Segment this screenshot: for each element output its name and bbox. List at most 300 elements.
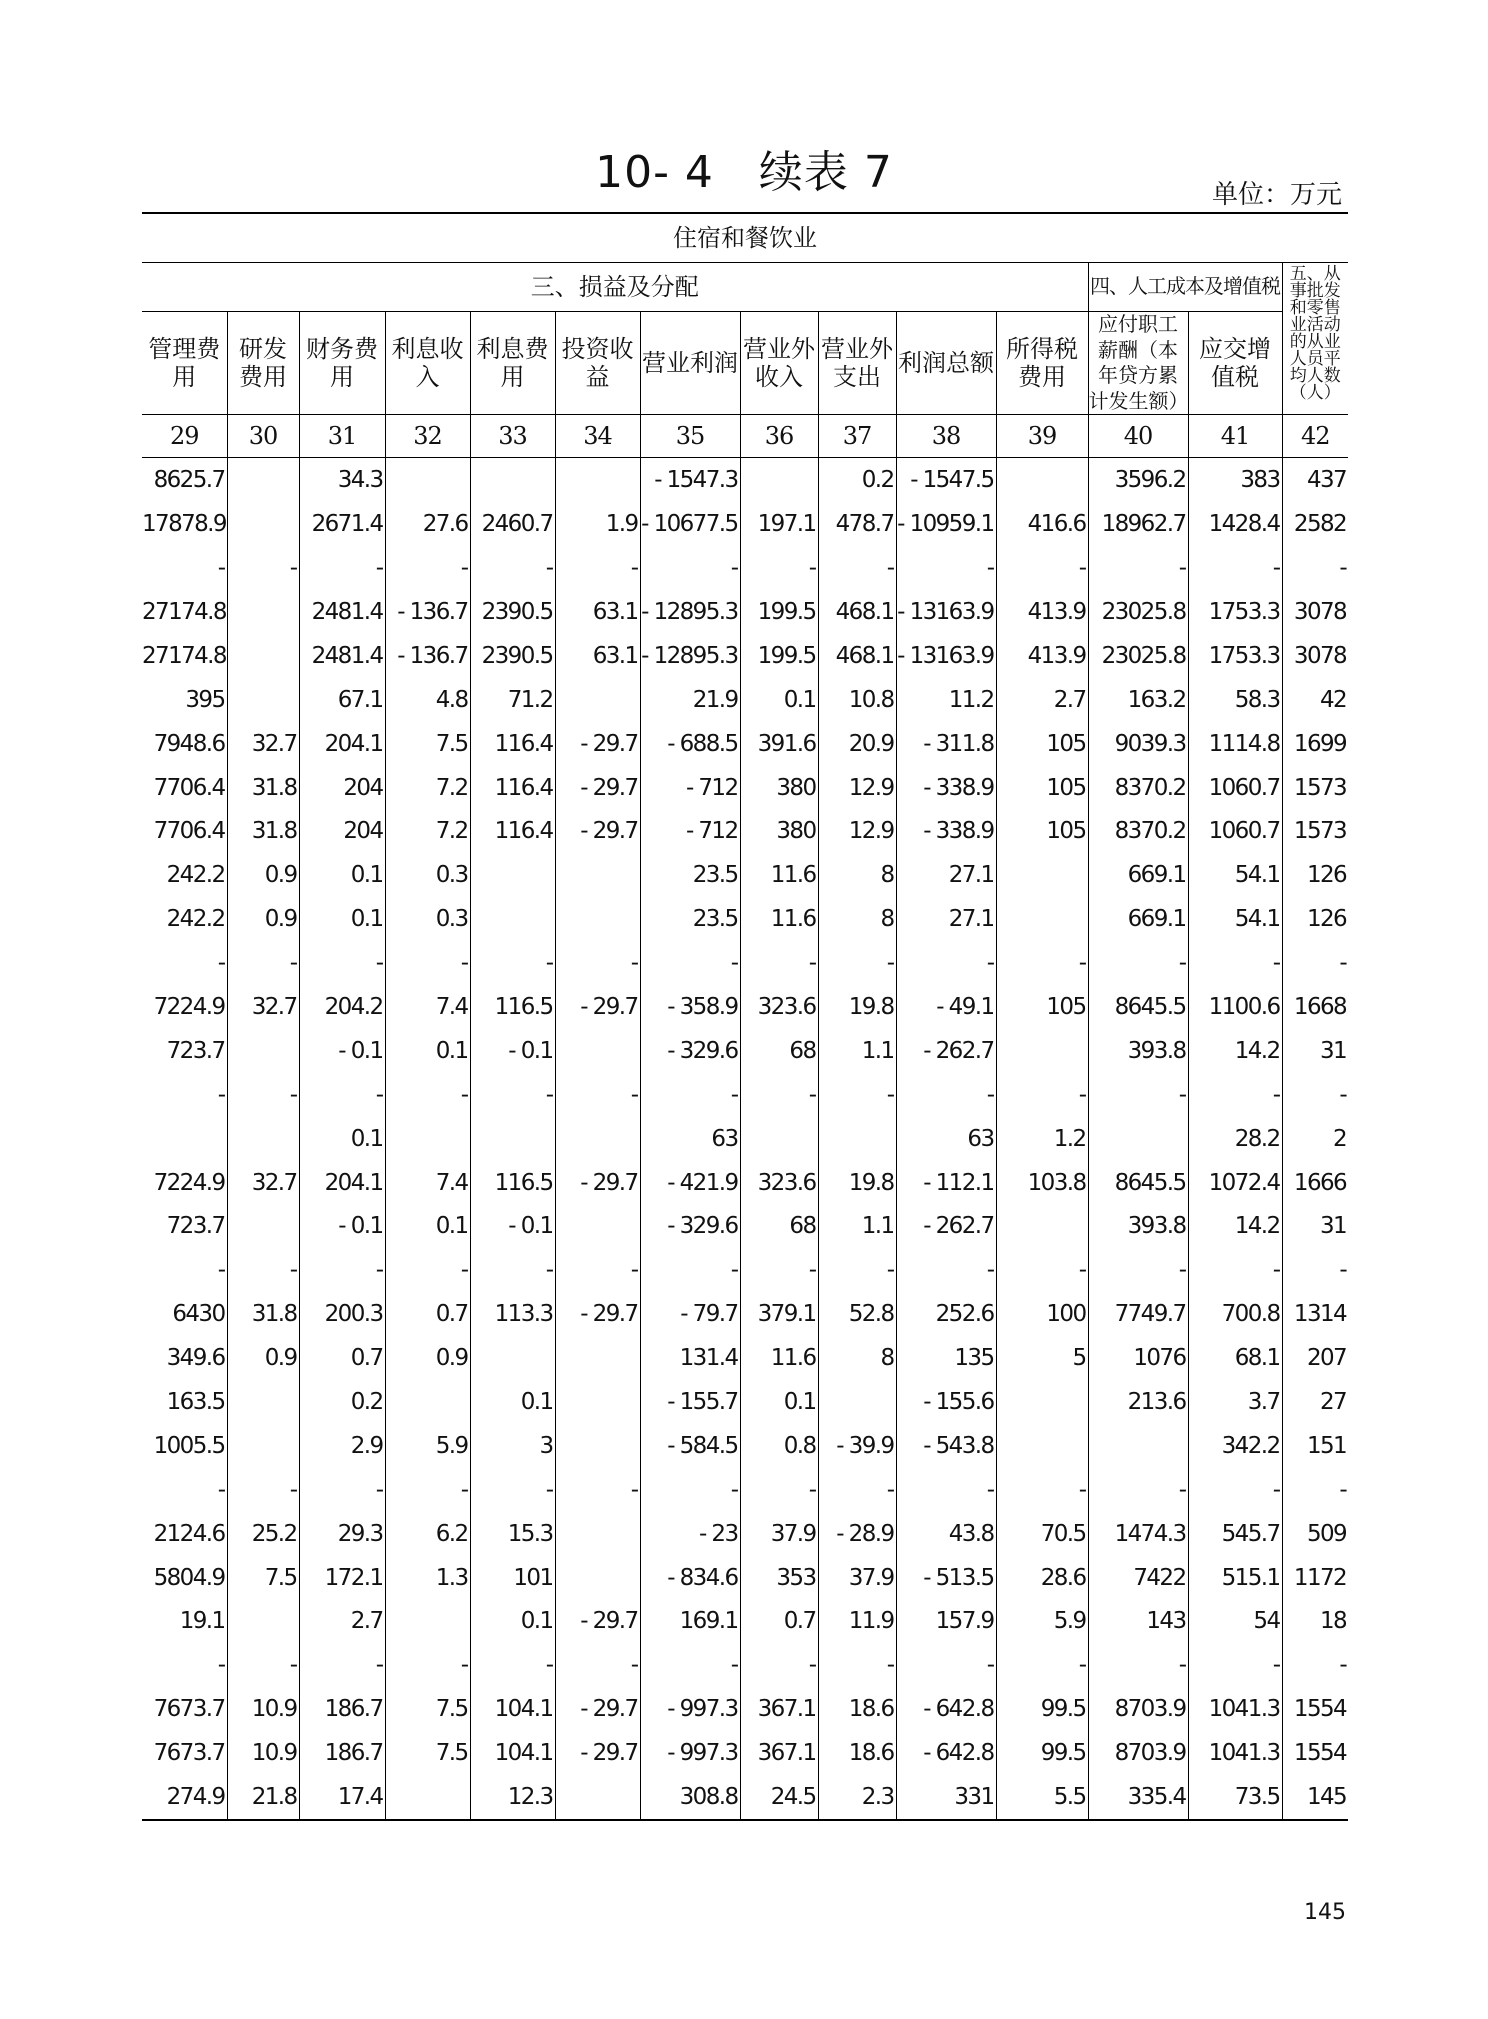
- table-cell: [818, 1380, 896, 1424]
- col-number: 40: [1088, 415, 1188, 458]
- table-cell: 7673.7: [142, 1731, 227, 1775]
- table-cell: 7.4: [385, 985, 470, 1029]
- table-cell: -: [385, 1468, 470, 1512]
- table-cell: - 136.7: [385, 634, 470, 678]
- table-cell: 7422: [1088, 1556, 1188, 1600]
- table-cell: -: [1339, 950, 1347, 977]
- table-cell: - 49.1: [896, 985, 996, 1029]
- table-cell: 3: [470, 1424, 555, 1468]
- table-cell: - 29.7: [555, 722, 640, 766]
- col-number: 29: [142, 415, 227, 458]
- table-cell: -: [470, 546, 555, 590]
- table-row: [142, 1380, 1348, 1424]
- table-cell: - 712: [640, 766, 740, 810]
- table-cell: 0.7: [740, 1600, 818, 1644]
- table-cell: 28.2: [1188, 1117, 1282, 1161]
- table-cell: - 39.9: [818, 1424, 896, 1468]
- col-header-37: 营业外支出: [818, 312, 896, 415]
- table-cell: 126: [1306, 862, 1347, 889]
- table-cell: 2.7: [996, 678, 1088, 722]
- table-cell: 11.9: [818, 1600, 896, 1644]
- table-cell: 143: [1088, 1600, 1188, 1644]
- table-cell: 0.3: [385, 853, 470, 897]
- table-cell: - 12895.3: [640, 634, 740, 678]
- table-cell: -: [896, 1248, 996, 1292]
- table-cell: - 311.8: [896, 722, 996, 766]
- table-cell: 3.7: [1188, 1380, 1282, 1424]
- table-cell: [227, 678, 299, 722]
- table-row: [142, 590, 1348, 634]
- table-cell: - 10959.1: [896, 502, 996, 546]
- column-number-row: [142, 415, 1348, 458]
- table-row: [142, 1643, 1348, 1687]
- table-cell: -: [385, 546, 470, 590]
- table-cell: 32.7: [227, 1161, 299, 1205]
- table-cell: -: [470, 1643, 555, 1687]
- table-cell: 197.1: [740, 502, 818, 546]
- table-cell: 3078: [1293, 598, 1347, 625]
- table-cell: - 13163.9: [896, 590, 996, 634]
- table-cell: - 262.7: [896, 1029, 996, 1073]
- table-cell: 21.9: [640, 678, 740, 722]
- table-cell: 0.1: [385, 1205, 470, 1249]
- table-cell: 105: [996, 766, 1088, 810]
- page-number: 145: [1304, 1900, 1346, 1925]
- table-cell: -: [1088, 1643, 1188, 1687]
- table-cell: -: [385, 1248, 470, 1292]
- table-cell: 2481.4: [299, 590, 385, 634]
- table-row: [142, 810, 1348, 854]
- table-cell: -: [1088, 546, 1188, 590]
- table-cell: -: [1088, 941, 1188, 985]
- table-cell: [818, 1117, 896, 1161]
- table-cell: [227, 1600, 299, 1644]
- table-cell: 28.6: [996, 1556, 1088, 1600]
- col-number: 42: [1282, 415, 1348, 458]
- table-row: [142, 1731, 1348, 1775]
- table-cell: -: [470, 1073, 555, 1117]
- table-row: [142, 1248, 1348, 1292]
- table-cell: 18: [1319, 1608, 1347, 1635]
- table-cell: -: [385, 1073, 470, 1117]
- table-cell: 8: [818, 897, 896, 941]
- table-cell: 104.1: [470, 1687, 555, 1731]
- table-cell: 14.2: [1188, 1205, 1282, 1249]
- table-cell: [227, 1117, 299, 1161]
- table-cell: 101: [470, 1556, 555, 1600]
- table-cell: - 29.7: [555, 766, 640, 810]
- table-row: [142, 1073, 1348, 1117]
- table-cell: 63.1: [555, 590, 640, 634]
- table-cell: [996, 1424, 1088, 1468]
- table-cell: 116.4: [470, 810, 555, 854]
- table-cell: 393.8: [1088, 1205, 1188, 1249]
- table-cell: 1428.4: [1188, 502, 1282, 546]
- table-row: [142, 634, 1348, 678]
- table-cell: [470, 1336, 555, 1380]
- table-cell: 6.2: [385, 1512, 470, 1556]
- table-cell: 1041.3: [1188, 1731, 1282, 1775]
- table-cell: [142, 1117, 227, 1161]
- table-cell: [227, 1424, 299, 1468]
- table-cell: [555, 1205, 640, 1249]
- table-cell: -: [640, 941, 740, 985]
- table-cell: 23.5: [640, 853, 740, 897]
- table-cell: 2390.5: [470, 634, 555, 678]
- table-cell: -: [640, 1468, 740, 1512]
- table-cell: 323.6: [740, 1161, 818, 1205]
- col-header-29: 管理费用: [142, 312, 227, 415]
- table-cell: [385, 1380, 470, 1424]
- table-cell: 1072.4: [1188, 1161, 1282, 1205]
- table-cell: 335.4: [1088, 1775, 1188, 1820]
- table-cell: 379.1: [740, 1292, 818, 1336]
- table-cell: 145: [1282, 1775, 1348, 1820]
- table-cell: - 10677.5: [640, 502, 740, 546]
- table-cell: 437: [1306, 467, 1347, 494]
- table-cell: 68.1: [1188, 1336, 1282, 1380]
- table-cell: -: [470, 1248, 555, 1292]
- table-cell: 7706.4: [142, 766, 227, 810]
- table-cell: -: [640, 1248, 740, 1292]
- table-cell: 52.8: [818, 1292, 896, 1336]
- table-cell: 0.1: [299, 897, 385, 941]
- table-cell: -: [740, 1468, 818, 1512]
- table-cell: 468.1: [818, 590, 896, 634]
- table-cell: 116.5: [470, 985, 555, 1029]
- table-row: [142, 1468, 1348, 1512]
- table-cell: 172.1: [299, 1556, 385, 1600]
- table-cell: 105: [996, 810, 1088, 854]
- group-header-employees: 五、从事批发和零售业活动的从业人员平均人数（人）: [1282, 263, 1348, 415]
- table-cell: 1100.6: [1188, 985, 1282, 1029]
- table-cell: - 329.6: [640, 1205, 740, 1249]
- table-cell: 349.6: [142, 1336, 227, 1380]
- table-row: [142, 546, 1348, 590]
- table-cell: 323.6: [740, 985, 818, 1029]
- table-cell: 63: [640, 1117, 740, 1161]
- table-cell: [996, 1380, 1088, 1424]
- table-cell: -: [818, 1073, 896, 1117]
- table-cell: 37.9: [818, 1556, 896, 1600]
- table-cell: [470, 853, 555, 897]
- table-cell: 0.9: [227, 1336, 299, 1380]
- table-cell: 70.5: [996, 1512, 1088, 1556]
- table-cell: - 29.7: [555, 985, 640, 1029]
- table-row: [142, 502, 1348, 546]
- table-cell: - 29.7: [555, 810, 640, 854]
- table-cell: 515.1: [1188, 1556, 1282, 1600]
- col-header-38: 利润总额: [896, 312, 996, 415]
- table-cell: [227, 502, 299, 546]
- table-cell: 0.9: [227, 853, 299, 897]
- table-cell: 204.1: [299, 722, 385, 766]
- table-cell: 7706.4: [142, 810, 227, 854]
- table-cell: - 112.1: [896, 1161, 996, 1205]
- table-cell: 200.3: [299, 1292, 385, 1336]
- table-cell: 331: [896, 1775, 996, 1820]
- table-cell: 31.8: [227, 766, 299, 810]
- table-cell: - 79.7: [640, 1292, 740, 1336]
- table-cell: -: [385, 941, 470, 985]
- table-cell: 1314: [1293, 1301, 1347, 1328]
- col-number: 39: [996, 415, 1088, 458]
- table-cell: 468.1: [818, 634, 896, 678]
- table-cell: 20.9: [818, 722, 896, 766]
- col-header-39: 所得税费用: [996, 312, 1088, 415]
- col-header-30: 研发费用: [227, 312, 299, 415]
- table-cell: -: [896, 941, 996, 985]
- table-cell: -: [227, 1248, 299, 1292]
- table-cell: 7.5: [227, 1556, 299, 1600]
- table-cell: -: [996, 941, 1088, 985]
- table-cell: 213.6: [1088, 1380, 1188, 1424]
- table-cell: - 329.6: [640, 1029, 740, 1073]
- table-cell: 63.1: [555, 634, 640, 678]
- table-cell: 2.9: [299, 1424, 385, 1468]
- table-cell: 342.2: [1188, 1424, 1282, 1468]
- table-cell: 2460.7: [470, 502, 555, 546]
- col-number: 30: [227, 415, 299, 458]
- table-cell: 99.5: [996, 1687, 1088, 1731]
- table-row: [142, 1600, 1348, 1644]
- table-cell: [470, 1117, 555, 1161]
- table-cell: [1088, 1117, 1188, 1161]
- table-cell: 19.1: [142, 1600, 227, 1644]
- table-row: [142, 1512, 1348, 1556]
- table-cell: 5.9: [385, 1424, 470, 1468]
- table-cell: 19.8: [818, 985, 896, 1029]
- table-cell: [996, 897, 1088, 941]
- table-cell: 10.9: [227, 1731, 299, 1775]
- table-cell: 157.9: [896, 1600, 996, 1644]
- table-row: [142, 941, 1348, 985]
- table-cell: 0.2: [818, 458, 896, 502]
- table-cell: - 712: [640, 810, 740, 854]
- table-row: [142, 766, 1348, 810]
- table-cell: [555, 1029, 640, 1073]
- table-cell: 11.6: [740, 897, 818, 941]
- table-cell: 7948.6: [142, 722, 227, 766]
- table-cell: 23025.8: [1088, 590, 1188, 634]
- table-cell: 104.1: [470, 1731, 555, 1775]
- table-cell: 7.2: [385, 766, 470, 810]
- table-cell: [555, 897, 640, 941]
- table-cell: 1699: [1293, 730, 1347, 757]
- table-cell: - 358.9: [640, 985, 740, 1029]
- table-cell: 723.7: [142, 1029, 227, 1073]
- table-cell: 31: [1319, 1037, 1347, 1064]
- table-cell: [227, 1205, 299, 1249]
- table-cell: -: [1088, 1468, 1188, 1512]
- table-cell: 242.2: [142, 897, 227, 941]
- table-cell: 383: [1188, 458, 1282, 502]
- table-cell: -: [896, 1643, 996, 1687]
- table-cell: -: [1339, 555, 1347, 582]
- table-cell: 19.8: [818, 1161, 896, 1205]
- table-cell: 100: [996, 1292, 1088, 1336]
- table-cell: 8: [818, 1336, 896, 1380]
- col-number: 33: [470, 415, 555, 458]
- table-cell: 1.1: [818, 1029, 896, 1073]
- table-cell: -: [996, 1248, 1088, 1292]
- table-cell: -: [299, 1643, 385, 1687]
- table-cell: 0.2: [299, 1380, 385, 1424]
- table-cell: 723.7: [142, 1205, 227, 1249]
- table-cell: -: [1188, 1073, 1282, 1117]
- table-cell: - 997.3: [640, 1687, 740, 1731]
- table-cell: 1.2: [996, 1117, 1088, 1161]
- table-cell: [996, 458, 1088, 502]
- table-cell: 8370.2: [1088, 810, 1188, 854]
- table-cell: -: [1339, 1652, 1347, 1679]
- table-cell: [555, 1117, 640, 1161]
- table-cell: 1076: [1088, 1336, 1188, 1380]
- table-cell: - 513.5: [896, 1556, 996, 1600]
- table-cell: 204: [299, 810, 385, 854]
- table-cell: 2671.4: [299, 502, 385, 546]
- table-cell: [555, 678, 640, 722]
- table-cell: -: [1188, 546, 1282, 590]
- table-cell: 7.2: [385, 810, 470, 854]
- table-cell: 23025.8: [1088, 634, 1188, 678]
- table-cell: 135: [896, 1336, 996, 1380]
- table-cell: [555, 1512, 640, 1556]
- table-cell: - 997.3: [640, 1731, 740, 1775]
- table-cell: [227, 1380, 299, 1424]
- table-cell: -: [555, 1248, 640, 1292]
- col-number: 34: [555, 415, 640, 458]
- table-cell: 1554: [1293, 1696, 1347, 1723]
- col-number: 35: [640, 415, 740, 458]
- table-cell: 7.4: [385, 1161, 470, 1205]
- table-cell: - 0.1: [470, 1205, 555, 1249]
- col-number: 38: [896, 415, 996, 458]
- table-cell: -: [818, 1468, 896, 1512]
- table-row: [142, 1556, 1348, 1600]
- table-row: [142, 1775, 1348, 1820]
- table-cell: 2.3: [818, 1775, 896, 1820]
- table-cell: 17878.9: [142, 502, 227, 546]
- table-cell: 68: [740, 1029, 818, 1073]
- table-cell: [470, 897, 555, 941]
- table-cell: 105: [996, 722, 1088, 766]
- table-cell: 509: [1306, 1520, 1347, 1547]
- table-cell: -: [227, 1073, 299, 1117]
- table-row: [142, 1687, 1348, 1731]
- table-cell: 669.1: [1088, 897, 1188, 941]
- table-cell: 2390.5: [470, 590, 555, 634]
- table-cell: 5.5: [996, 1775, 1088, 1820]
- table-cell: -: [142, 1073, 227, 1117]
- table-cell: - 29.7: [555, 1600, 640, 1644]
- table-cell: 71.2: [470, 678, 555, 722]
- table-cell: 31.8: [227, 810, 299, 854]
- table-cell: 103.8: [996, 1161, 1088, 1205]
- table-cell: -: [1088, 1073, 1188, 1117]
- table-cell: - 1547.5: [896, 458, 996, 502]
- table-row: [142, 1292, 1348, 1336]
- col-header-36: 营业外收入: [740, 312, 818, 415]
- table-cell: 37.9: [740, 1512, 818, 1556]
- col-header-33: 利息费用: [470, 312, 555, 415]
- table-cell: 15.3: [470, 1512, 555, 1556]
- table-cell: 1005.5: [142, 1424, 227, 1468]
- table-cell: 545.7: [1188, 1512, 1282, 1556]
- table-cell: 0.1: [740, 678, 818, 722]
- table-cell: -: [1339, 1257, 1347, 1284]
- table-cell: -: [896, 1468, 996, 1512]
- table-cell: -: [227, 1643, 299, 1687]
- table-cell: [555, 1380, 640, 1424]
- table-cell: 31: [1319, 1213, 1347, 1240]
- table-cell: - 155.6: [896, 1380, 996, 1424]
- table-cell: - 421.9: [640, 1161, 740, 1205]
- col-header-40: 应付职工薪酬（本年贷方累计发生额）: [1088, 312, 1188, 415]
- table-cell: 27.6: [385, 502, 470, 546]
- table-cell: -: [996, 546, 1088, 590]
- table-cell: 242.2: [142, 853, 227, 897]
- table-cell: -: [385, 1643, 470, 1687]
- table-cell: -: [299, 1248, 385, 1292]
- table-cell: 353: [740, 1556, 818, 1600]
- table-cell: 63: [896, 1117, 996, 1161]
- table-cell: -: [640, 1073, 740, 1117]
- table-cell: - 29.7: [555, 1161, 640, 1205]
- table-cell: 11.2: [896, 678, 996, 722]
- table-cell: 186.7: [299, 1687, 385, 1731]
- table-cell: 17.4: [299, 1775, 385, 1820]
- table-cell: -: [996, 1643, 1088, 1687]
- col-number: 31: [299, 415, 385, 458]
- table-cell: 413.9: [996, 590, 1088, 634]
- table-cell: 54.1: [1188, 853, 1282, 897]
- table-cell: -: [142, 1468, 227, 1512]
- table-cell: 6430: [142, 1292, 227, 1336]
- table-cell: 1.3: [385, 1556, 470, 1600]
- table-cell: 11.6: [740, 853, 818, 897]
- table-cell: 131.4: [640, 1336, 740, 1380]
- table-cell: - 642.8: [896, 1687, 996, 1731]
- table-cell: 27174.8: [142, 634, 227, 678]
- table-cell: 24.5: [740, 1775, 818, 1820]
- table-row: [142, 1205, 1348, 1249]
- table-cell: 0.9: [227, 897, 299, 941]
- table-cell: 274.9: [142, 1775, 227, 1820]
- table-cell: -: [142, 1643, 227, 1687]
- table-cell: [996, 1029, 1088, 1073]
- col-header-31: 财务费用: [299, 312, 385, 415]
- table-cell: 0.1: [470, 1380, 555, 1424]
- table-cell: 8625.7: [142, 458, 227, 502]
- table-cell: -: [818, 1643, 896, 1687]
- table-cell: - 262.7: [896, 1205, 996, 1249]
- table-cell: 0.1: [385, 1029, 470, 1073]
- table-cell: [385, 1117, 470, 1161]
- table-cell: 3078: [1293, 642, 1347, 669]
- table-cell: [385, 458, 470, 502]
- table-cell: 116.4: [470, 722, 555, 766]
- table-cell: -: [1188, 1643, 1282, 1687]
- table-cell: 478.7: [818, 502, 896, 546]
- table-cell: 5.9: [996, 1600, 1088, 1644]
- table-cell: 31.8: [227, 1292, 299, 1336]
- col-header-34: 投资收益: [555, 312, 640, 415]
- table-row: [142, 722, 1348, 766]
- table-cell: 1668: [1293, 994, 1347, 1020]
- table-cell: -: [740, 546, 818, 590]
- table-cell: 8645.5: [1088, 985, 1188, 1029]
